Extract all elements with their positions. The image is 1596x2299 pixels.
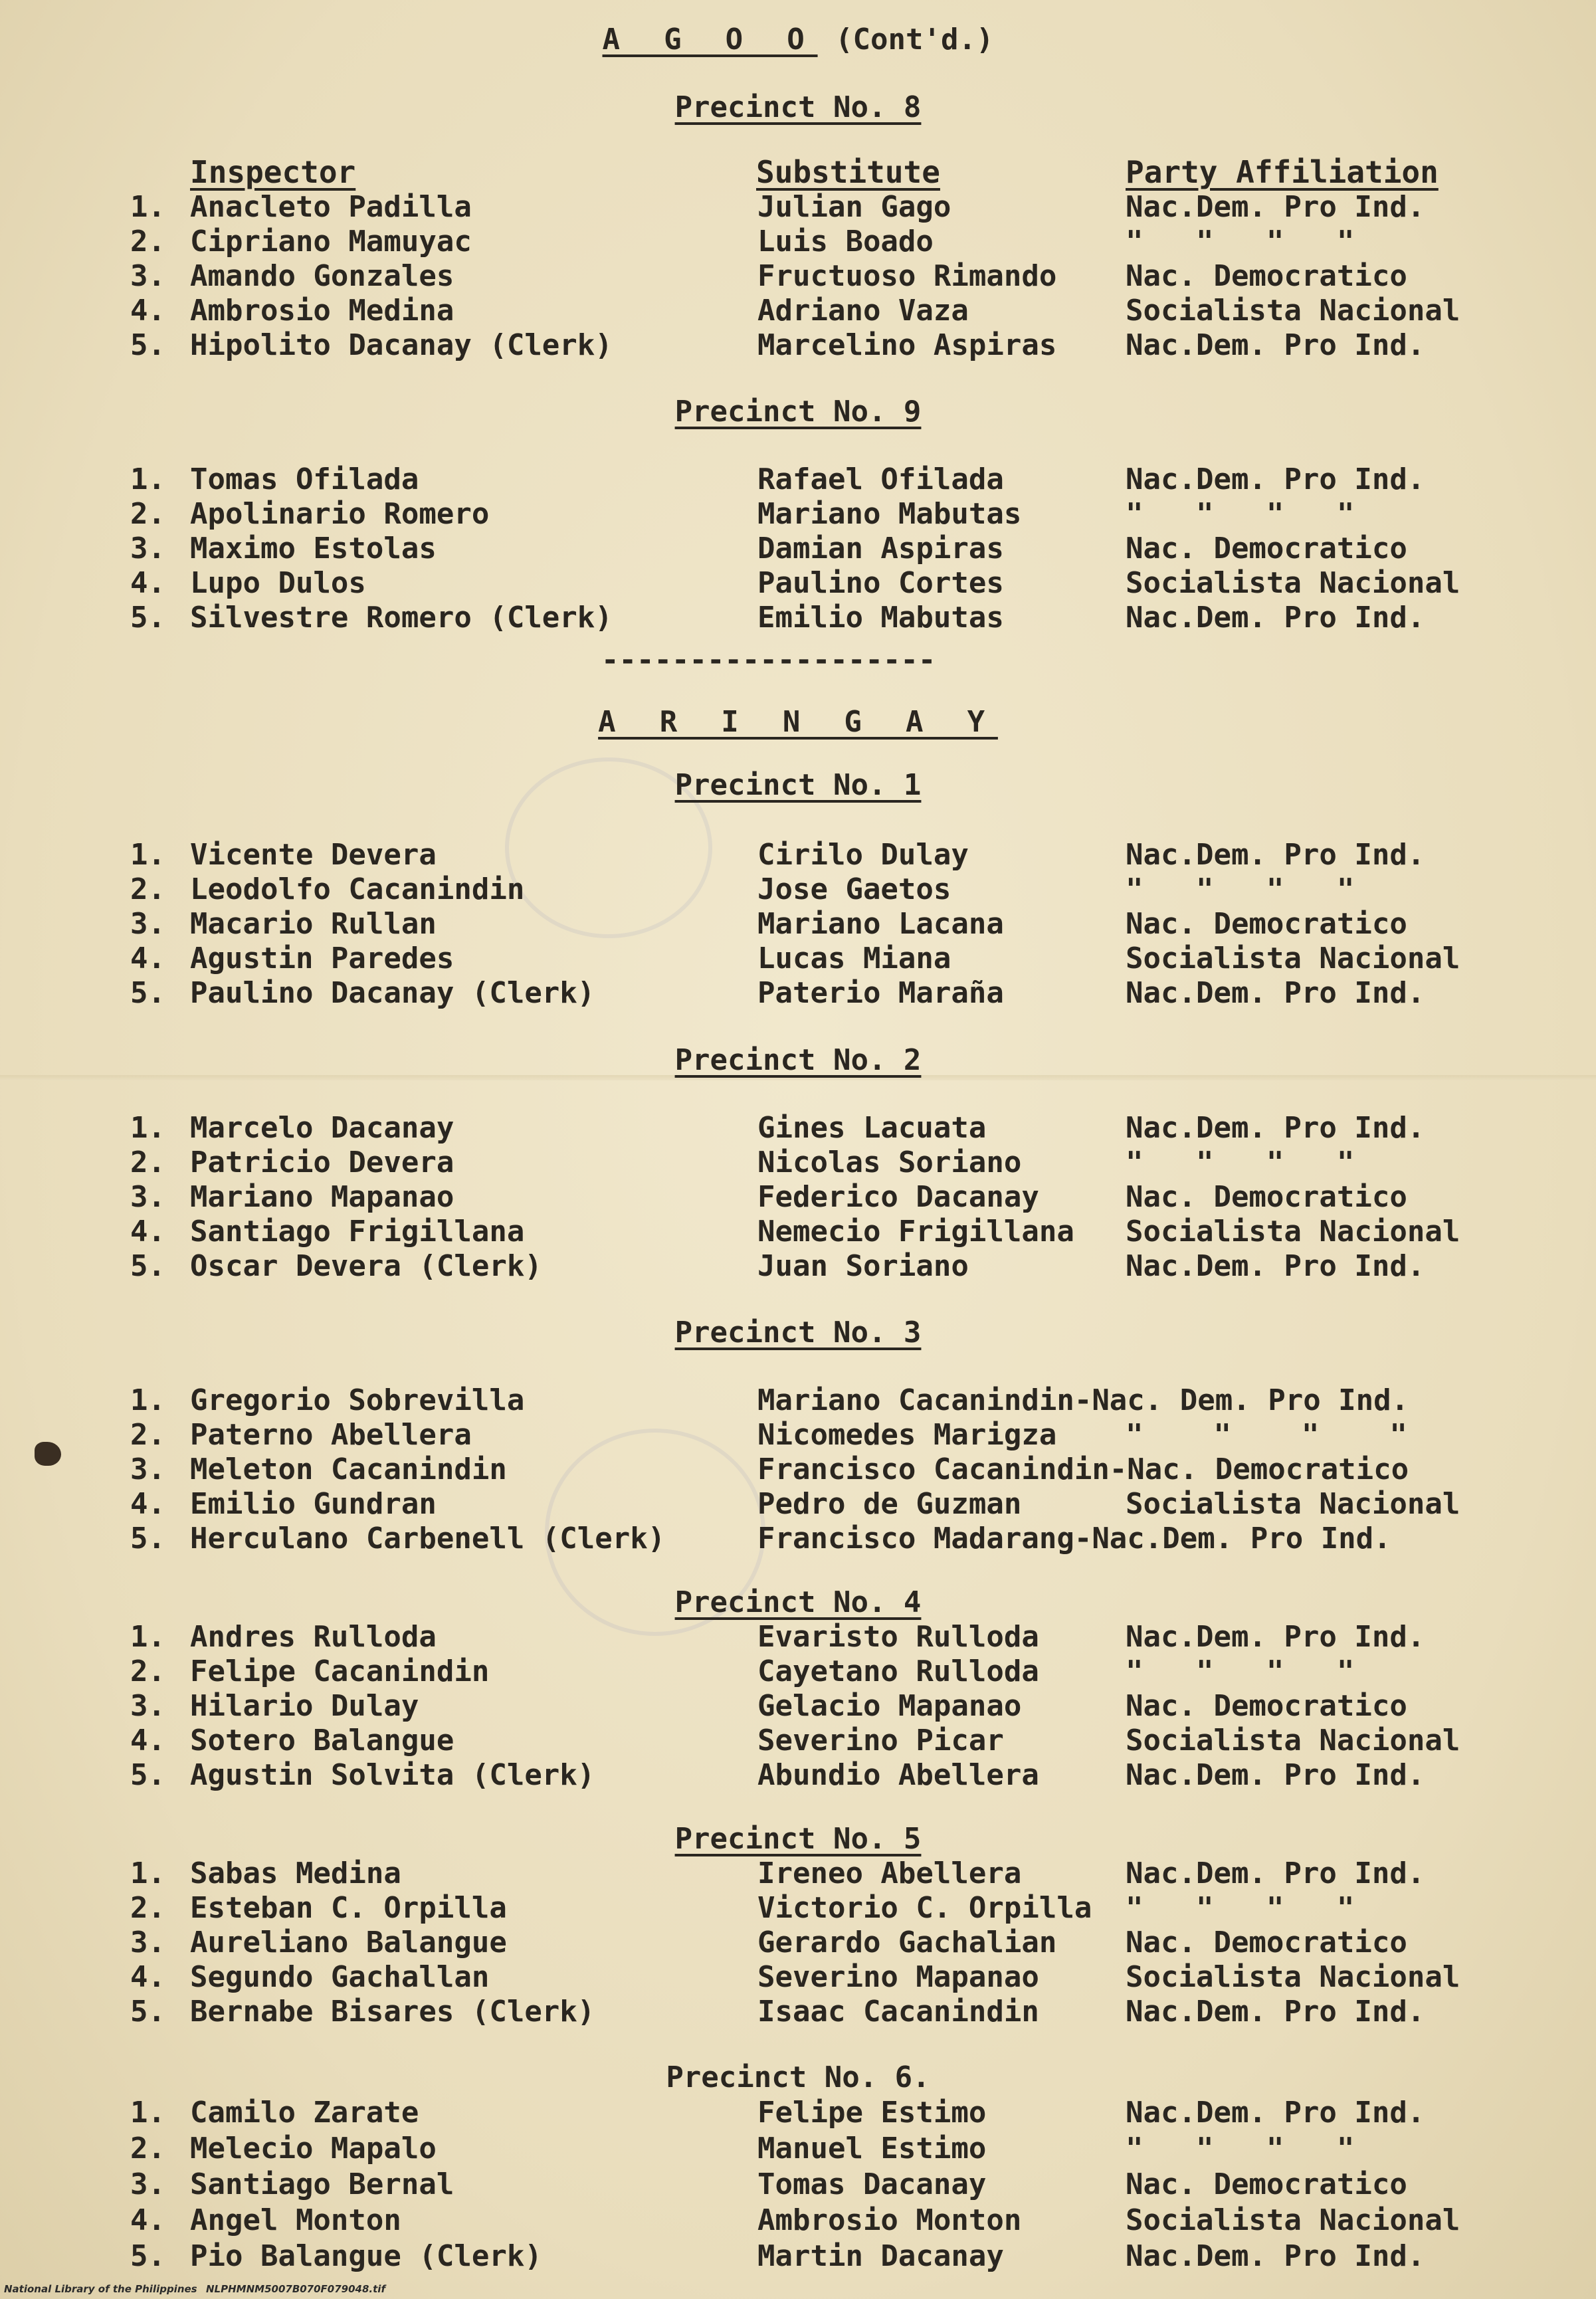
substitute-name: Julian Gago <box>757 190 951 224</box>
row-number: 5. <box>130 328 165 362</box>
inspector-name: Tomas Ofilada <box>190 462 419 496</box>
row-number: 1. <box>130 1383 165 1417</box>
party-affiliation: Nac.Dem. Pro Ind. <box>1126 976 1425 1010</box>
section-separator: ------------------- <box>601 643 936 677</box>
substitute-name: Cirilo Dulay <box>757 838 969 872</box>
table-row <box>0 2167 1596 2205</box>
substitute-name: Tomas Dacanay <box>757 2167 987 2201</box>
substitute-name: Gelacio Mapanao <box>757 1689 1022 1723</box>
party-affiliation: Socialista Nacional <box>1126 294 1460 328</box>
inspector-name: Emilio Gundran <box>190 1487 437 1521</box>
table-row <box>0 566 1596 603</box>
party-affiliation: Socialista Nacional <box>1126 1960 1460 1994</box>
precinct-title <box>0 1822 1596 1856</box>
party-affiliation: Nac.Dem. Pro Ind. <box>1126 1995 1425 2029</box>
table-row <box>0 1620 1596 1657</box>
table-row <box>0 944 1596 979</box>
substitute-name: Severino Mapanao <box>757 1960 1039 1994</box>
substitute-name: Marcelino Aspiras <box>757 328 1057 362</box>
inspector-name: Felipe Cacanindin <box>190 1654 490 1688</box>
substitute-name: Evaristo Rulloda <box>757 1620 1039 1654</box>
table-row <box>0 976 1596 1013</box>
inspector-name: Agustin Paredes <box>190 942 454 975</box>
table-row <box>0 259 1596 296</box>
table-row <box>0 872 1596 910</box>
library-credit: National Library of the Philippines <box>4 2283 197 2295</box>
inspector-name: Silvestre Romero (Clerk) <box>190 601 613 635</box>
row-number: 4. <box>130 942 165 975</box>
substitute-name: Juan Soriano <box>757 1249 969 1283</box>
inspector-name: Hipolito Dacanay (Clerk) <box>190 328 613 362</box>
column-header-substitute: Substitute <box>756 154 940 190</box>
inspector-name: Meleton Cacanindin <box>190 1452 507 1486</box>
row-number: 1. <box>130 1111 165 1145</box>
party-affiliation: Nac.Dem. Pro Ind. <box>1126 601 1425 635</box>
table-row <box>0 1148 1596 1183</box>
substitute-name: Paterio Maraña <box>757 976 1004 1010</box>
party-affiliation: Nac.Dem. Pro Ind. <box>1126 2239 1425 2273</box>
row-number: 1. <box>130 838 165 872</box>
inspector-name: Aureliano Balangue <box>190 1926 507 1959</box>
inspector-name: Ambrosio Medina <box>190 294 454 328</box>
table-row <box>0 838 1596 875</box>
inspector-name: Macario Rullan <box>190 907 437 941</box>
row-number: 5. <box>130 2239 165 2273</box>
precinct-title-text: Precinct No. 1 <box>674 768 922 802</box>
party-affiliation: " " " " <box>1126 1418 1407 1452</box>
row-number: 1. <box>130 1620 165 1654</box>
row-number: 5. <box>130 1249 165 1283</box>
party-affiliation: Nac.Dem. Pro Ind. <box>1126 1620 1425 1654</box>
table-row <box>0 1758 1596 1795</box>
inspector-name: Vicente Devera <box>190 838 437 872</box>
party-affiliation: Nac.Dem. Pro Ind. <box>1126 328 1425 362</box>
table-row <box>0 1689 1596 1726</box>
table-row <box>0 1452 1596 1490</box>
row-number: 3. <box>130 1926 165 1959</box>
row-number: 5. <box>130 1758 165 1792</box>
inspector-name: Gregorio Sobrevilla <box>190 1383 525 1417</box>
precinct-title-text: Precinct No. 3 <box>674 1316 922 1349</box>
party-affiliation: Nac.Dem. Pro Ind. <box>1126 1249 1425 1283</box>
row-number: 3. <box>130 2167 165 2201</box>
party-affiliation: Nac. Democratico <box>1126 532 1407 565</box>
inspector-name: Cipriano Mamuyac <box>190 225 472 258</box>
precinct-title <box>0 1043 1596 1077</box>
row-number: 2. <box>130 1891 165 1925</box>
table-row <box>0 2203 1596 2241</box>
substitute-name: Mariano Cacanindin-Nac. Dem. Pro Ind. <box>757 1383 1409 1417</box>
party-affiliation: Nac. Democratico <box>1126 907 1407 941</box>
row-number: 4. <box>130 294 165 328</box>
table-row <box>0 1891 1596 1928</box>
substitute-name: Ireneo Abellera <box>757 1856 1022 1890</box>
substitute-name: Francisco Madarang-Nac.Dem. Pro Ind. <box>757 1522 1391 1555</box>
party-affiliation: Socialista Nacional <box>1126 566 1460 600</box>
inspector-name: Lupo Dulos <box>190 566 366 600</box>
table-row <box>0 2098 1596 2133</box>
substitute-name: Victorio C. Orpilla <box>757 1891 1092 1925</box>
inspector-name: Melecio Mapalo <box>190 2132 437 2165</box>
table-row <box>0 1217 1596 1252</box>
inspector-name: Paulino Dacanay (Clerk) <box>190 976 595 1010</box>
party-affiliation: Nac. Democratico <box>1126 2167 1407 2201</box>
row-number: 5. <box>130 601 165 635</box>
precinct-title <box>0 397 1596 427</box>
inspector-name: Hilario Dulay <box>190 1689 419 1723</box>
party-affiliation: Nac.Dem. Pro Ind. <box>1126 2096 1425 2130</box>
substitute-name: Felipe Estimo <box>757 2096 987 2130</box>
row-number: 3. <box>130 532 165 565</box>
party-affiliation: Socialista Nacional <box>1126 1487 1460 1521</box>
table-row <box>0 462 1596 500</box>
column-header-party: Party Affiliation <box>1126 154 1439 190</box>
precinct-title <box>0 1318 1596 1348</box>
inspector-name: Anacleto Padilla <box>190 190 472 224</box>
inspector-name: Mariano Mapanao <box>190 1180 454 1214</box>
table-row <box>0 1418 1596 1455</box>
inspector-name: Patricio Devera <box>190 1146 454 1179</box>
inspector-name: Esteban C. Orpilla <box>190 1891 507 1925</box>
row-number: 4. <box>130 1960 165 1994</box>
town-name: A G O O <box>602 23 818 56</box>
table-row <box>0 1928 1596 1963</box>
substitute-name: Lucas Miana <box>757 942 951 975</box>
row-number: 3. <box>130 259 165 293</box>
party-affiliation: Nac.Dem. Pro Ind. <box>1126 1758 1425 1792</box>
row-number: 3. <box>130 1180 165 1214</box>
row-number: 1. <box>130 190 165 224</box>
row-number: 2. <box>130 225 165 258</box>
substitute-name: Nicomedes Marigza <box>757 1418 1057 1452</box>
precinct-title-text: Precinct No. 9 <box>674 395 922 429</box>
inspector-name: Agustin Solvita (Clerk) <box>190 1758 595 1792</box>
substitute-name: Mariano Lacana <box>757 907 1004 941</box>
table-row <box>0 227 1596 262</box>
party-affiliation: Nac.Dem. Pro Ind. <box>1126 462 1425 496</box>
substitute-name: Gines Lacuata <box>757 1111 987 1145</box>
row-number: 5. <box>130 1995 165 2029</box>
precinct-title-text: Precinct No. 8 <box>674 90 922 124</box>
party-affiliation: " " " " <box>1126 872 1355 906</box>
row-number: 4. <box>130 1215 165 1249</box>
row-number: 4. <box>130 2203 165 2237</box>
party-affiliation: " " " " <box>1126 225 1355 258</box>
substitute-name: Damian Aspiras <box>757 532 1004 565</box>
heading-suffix: (Cont'd.) <box>835 23 994 56</box>
row-number: 2. <box>130 1146 165 1179</box>
substitute-name: Emilio Mabutas <box>757 601 1004 635</box>
row-number: 2. <box>130 872 165 906</box>
table-row <box>0 1726 1596 1761</box>
party-affiliation: Nac. Democratico <box>1126 1926 1407 1959</box>
party-affiliation: Nac. Democratico <box>1126 1180 1407 1214</box>
inspector-name: Sabas Medina <box>190 1856 401 1890</box>
row-number: 5. <box>130 1522 165 1555</box>
substitute-name: Pedro de Guzman <box>757 1487 1022 1521</box>
substitute-name: Francisco Cacanindin-Nac. Democratico <box>757 1452 1409 1486</box>
row-number: 2. <box>130 497 165 531</box>
substitute-name: Manuel Estimo <box>757 2132 987 2165</box>
row-number: 4. <box>130 566 165 600</box>
substitute-name: Mariano Mabutas <box>757 497 1022 531</box>
substitute-name: Isaac Cacanindin <box>757 1995 1039 2029</box>
table-row <box>0 328 1596 365</box>
inspector-name: Amando Gonzales <box>190 259 454 293</box>
row-number: 4. <box>130 1724 165 1757</box>
party-affiliation: Nac.Dem. Pro Ind. <box>1126 838 1425 872</box>
inspector-name: Paterno Abellera <box>190 1418 472 1452</box>
row-number: 4. <box>130 1487 165 1521</box>
inspector-name: Sotero Balangue <box>190 1724 454 1757</box>
table-row <box>0 2134 1596 2169</box>
table-row <box>0 190 1596 227</box>
substitute-name: Cayetano Rulloda <box>757 1654 1039 1688</box>
inspector-name: Oscar Devera (Clerk) <box>190 1249 542 1283</box>
party-affiliation: Nac. Democratico <box>1126 259 1407 293</box>
inspector-name: Leodolfo Cacanindin <box>190 872 525 906</box>
substitute-name: Paulino Cortes <box>757 566 1004 600</box>
precinct-title <box>0 90 1596 124</box>
substitute-name: Gerardo Gachalian <box>757 1926 1057 1959</box>
row-number: 3. <box>130 907 165 941</box>
precinct-title <box>0 2060 1596 2094</box>
inspector-name: Pio Balangue (Clerk) <box>190 2239 542 2273</box>
inspector-name: Angel Monton <box>190 2203 401 2237</box>
table-row <box>0 1654 1596 1692</box>
inspector-name: Camilo Zarate <box>190 2096 419 2130</box>
table-row <box>0 1111 1596 1148</box>
precinct-title-text: Precinct No. 4 <box>674 1585 922 1619</box>
party-affiliation: Nac.Dem. Pro Ind. <box>1126 1111 1425 1145</box>
table-row <box>0 296 1596 331</box>
inspector-name: Maximo Estolas <box>190 532 437 565</box>
precinct-title <box>0 768 1596 802</box>
substitute-name: Abundio Abellera <box>757 1758 1039 1792</box>
row-number: 1. <box>130 2096 165 2130</box>
town-name: A R I N G A Y <box>598 705 998 739</box>
row-number: 2. <box>130 1654 165 1688</box>
row-number: 2. <box>130 2132 165 2165</box>
substitute-name: Jose Gaetos <box>757 872 951 906</box>
party-affiliation: " " " " <box>1126 2132 1355 2165</box>
substitute-name: Rafael Ofilada <box>757 462 1004 496</box>
inspector-name: Santiago Bernal <box>190 2167 454 2201</box>
column-header-inspector: Inspector <box>190 154 356 190</box>
inspector-name: Apolinario Romero <box>190 497 490 531</box>
party-affiliation: Nac.Dem. Pro Ind. <box>1126 190 1425 224</box>
substitute-name: Nicolas Soriano <box>757 1146 1022 1179</box>
inspector-name: Bernabe Bisares (Clerk) <box>190 1995 595 2029</box>
table-row <box>0 1180 1596 1217</box>
inspector-name: Herculano Carbenell (Clerk) <box>190 1522 666 1555</box>
table-row <box>0 1487 1596 1524</box>
inspector-name: Santiago Frigillana <box>190 1215 525 1249</box>
inspector-name: Andres Rulloda <box>190 1620 437 1654</box>
substitute-name: Federico Dacanay <box>757 1180 1039 1214</box>
row-number: 2. <box>130 1418 165 1452</box>
table-row <box>0 534 1596 569</box>
table-row <box>0 497 1596 534</box>
table-row <box>0 1960 1596 1997</box>
town-heading-aringay <box>0 705 1596 739</box>
row-number: 3. <box>130 1689 165 1723</box>
precinct-title-text: Precinct No. 6. <box>666 2060 930 2094</box>
table-row <box>0 603 1596 638</box>
substitute-name: Ambrosio Monton <box>757 2203 1022 2237</box>
substitute-name: Adriano Vaza <box>757 294 969 328</box>
table-row <box>0 2239 1596 2276</box>
row-number: 1. <box>130 462 165 496</box>
party-affiliation: " " " " <box>1126 1146 1355 1179</box>
table-row <box>0 1524 1596 1559</box>
party-affiliation: Nac. Democratico <box>1126 1689 1407 1723</box>
inspector-name: Marcelo Dacanay <box>190 1111 454 1145</box>
row-number: 1. <box>130 1856 165 1890</box>
precinct-title-text: Precinct No. 5 <box>674 1822 922 1856</box>
party-affiliation: " " " " <box>1126 497 1355 531</box>
substitute-name: Fructuoso Rimando <box>757 259 1057 293</box>
table-row <box>0 1249 1596 1286</box>
party-affiliation: Socialista Nacional <box>1126 1215 1460 1249</box>
party-affiliation: Socialista Nacional <box>1126 942 1460 975</box>
table-row <box>0 1383 1596 1421</box>
row-number: 3. <box>130 1452 165 1486</box>
substitute-name: Martin Dacanay <box>757 2239 1004 2273</box>
party-affiliation: Socialista Nacional <box>1126 2203 1460 2237</box>
party-affiliation: " " " " <box>1126 1654 1355 1688</box>
party-affiliation: Nac.Dem. Pro Ind. <box>1126 1856 1425 1890</box>
inspector-name: Segundo Gachallan <box>190 1960 490 1994</box>
file-identifier: NLPHMNM5007B070F079048.tif <box>206 2283 385 2295</box>
party-affiliation: " " " " <box>1126 1891 1355 1925</box>
page-heading <box>0 25 1596 54</box>
row-number: 5. <box>130 976 165 1010</box>
party-affiliation: Socialista Nacional <box>1126 1724 1460 1757</box>
precinct-title <box>0 1585 1596 1619</box>
substitute-name: Severino Picar <box>757 1724 1004 1757</box>
substitute-name: Luis Boado <box>757 225 934 258</box>
table-row <box>0 1856 1596 1894</box>
table-row <box>0 907 1596 944</box>
table-row <box>0 1997 1596 2032</box>
precinct-title-text: Precinct No. 2 <box>674 1043 922 1077</box>
substitute-name: Nemecio Frigillana <box>757 1215 1074 1249</box>
